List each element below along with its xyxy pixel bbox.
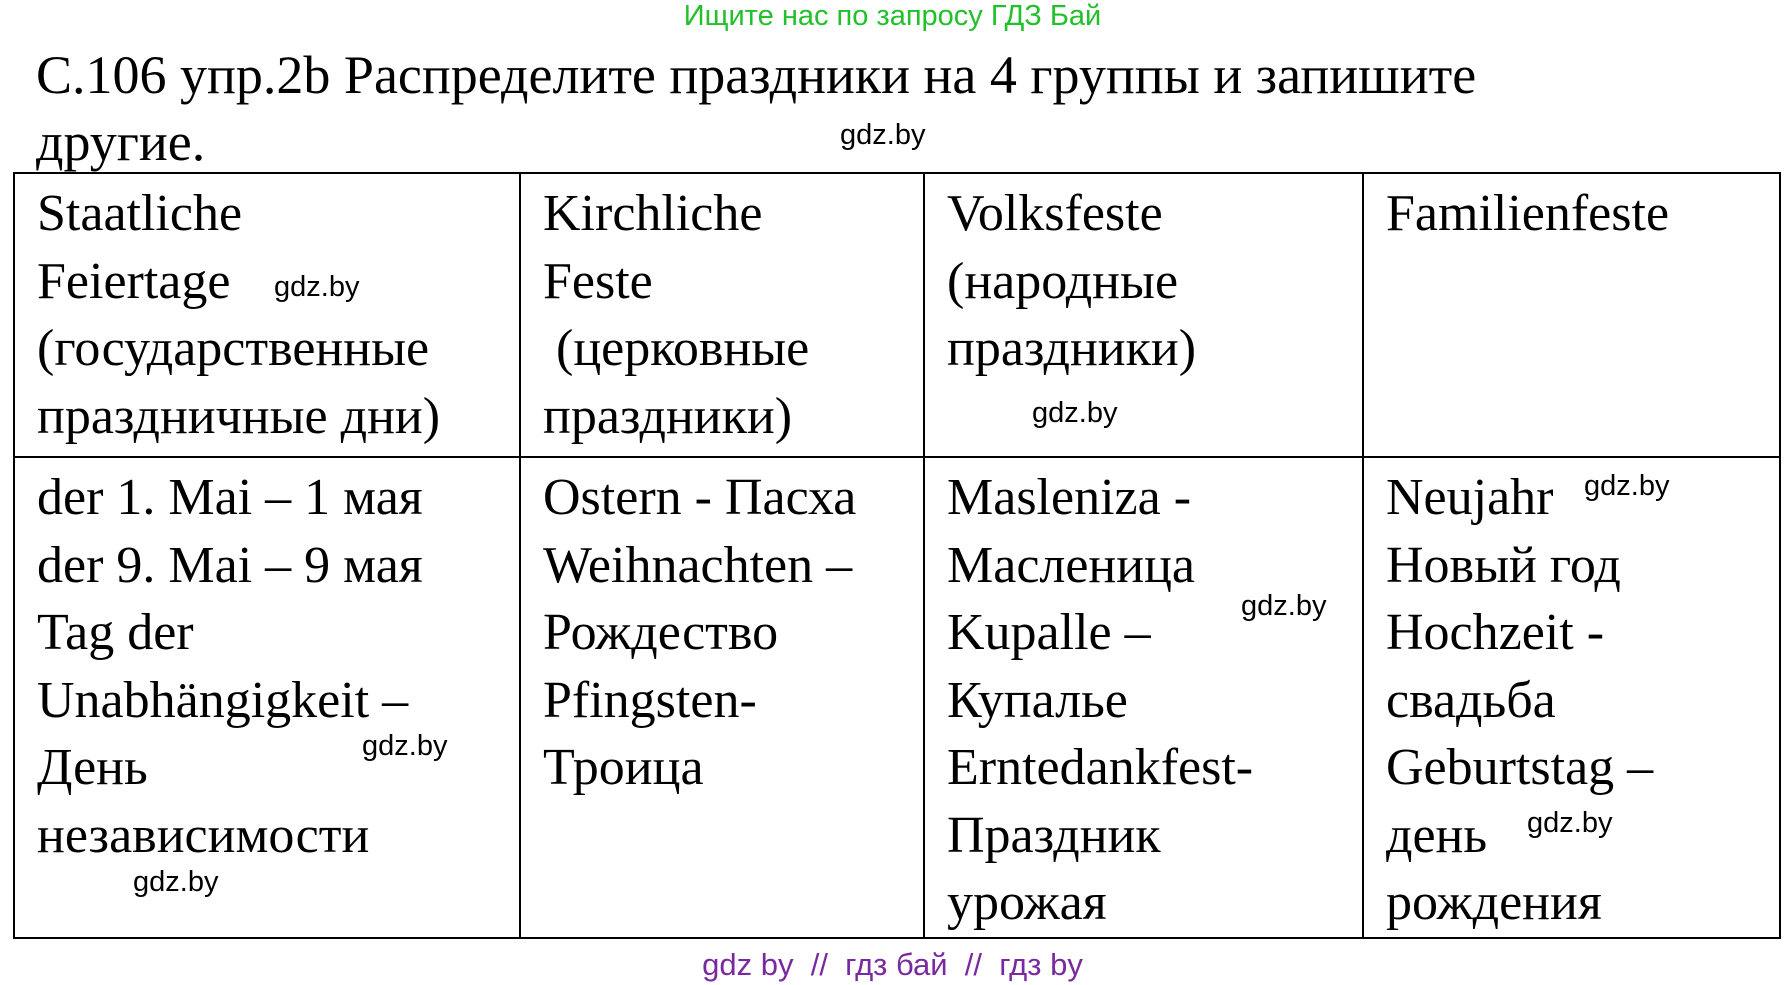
cell-folk-festivals	[924, 457, 1363, 938]
cell-text: Ostern - Пасха	[543, 469, 857, 526]
watermark: gdz.by	[362, 730, 448, 762]
top-banner: Ищите нас по запросу ГДЗ Бай	[683, 0, 1102, 32]
cell-text: Kupalle –	[947, 604, 1151, 661]
watermark: gdz.by	[133, 866, 219, 898]
header-cell-folk-festivals	[924, 173, 1363, 457]
cell-text: день	[1386, 806, 1488, 864]
header-text: (народные	[947, 252, 1179, 310]
header-cell-family-festivals	[1363, 173, 1780, 457]
cell-text: Weihnachten –	[543, 536, 853, 594]
bottom-footer: gdz by // гдз бай // гдз by	[702, 947, 1083, 982]
cell-text: Hochzeit -	[1386, 604, 1605, 661]
cell-text: урожая	[947, 874, 1107, 931]
cell-text: Neujahr	[1386, 469, 1554, 526]
header-text: праздничные дни)	[37, 387, 441, 445]
watermark: gdz.by	[840, 119, 926, 151]
header-text: праздники)	[947, 320, 1197, 377]
header-cell-church-holidays	[520, 173, 924, 457]
cell-family-festivals	[1363, 457, 1780, 938]
header-text: Familienfeste	[1386, 185, 1670, 242]
header-text: праздники)	[543, 387, 793, 445]
cell-text: Троица	[543, 739, 704, 796]
cell-text: Праздник	[947, 806, 1161, 864]
cell-text: независимости	[37, 806, 370, 864]
header-text: Feste	[543, 252, 653, 310]
cell-text: свадьба	[1386, 671, 1556, 729]
cell-text: Geburtstag –	[1386, 739, 1654, 796]
cell-text: Масленица	[947, 536, 1195, 594]
task-title-line-1: С.106 упр.2b Распределите праздники на 4 группы и запишите	[36, 45, 1477, 105]
cell-text: Tag der	[37, 604, 194, 661]
watermark: gdz.by	[274, 271, 360, 303]
cell-church-holidays	[520, 457, 924, 938]
watermark: gdz.by	[1241, 590, 1327, 622]
cell-text: der 9. Mai – 9 мая	[37, 536, 423, 594]
cell-text: Masleniza -	[947, 469, 1192, 526]
cell-text: Pfingsten-	[543, 671, 757, 729]
table-row	[14, 457, 1780, 938]
watermark: gdz.by	[1527, 807, 1613, 839]
cell-text: Рождество	[543, 604, 779, 661]
task-title-line-2: другие.	[36, 112, 206, 172]
cell-text: Купалье	[947, 671, 1128, 729]
header-text: Feiertage	[37, 252, 231, 310]
cell-text: рождения	[1386, 874, 1602, 931]
header-text: (церковные	[543, 320, 810, 377]
header-cell-state-holidays	[14, 173, 520, 457]
cell-text: der 1. Mai – 1 мая	[37, 469, 423, 526]
cell-state-holidays	[14, 457, 520, 938]
header-text: (государственные	[37, 320, 430, 377]
cell-text: Новый год	[1386, 536, 1621, 594]
watermark: gdz.by	[1032, 397, 1118, 429]
cell-text: Erntedankfest-	[947, 739, 1254, 796]
task-title	[36, 42, 1736, 176]
cell-text: Unabhängigkeit –	[37, 671, 409, 729]
header-text: Kirchliche	[543, 185, 763, 242]
header-text: Staatliche	[37, 185, 243, 242]
watermark: gdz.by	[1584, 470, 1670, 502]
table-header-row	[14, 173, 1780, 457]
cell-text: День	[37, 739, 148, 796]
header-text: Volksfeste	[947, 185, 1163, 242]
